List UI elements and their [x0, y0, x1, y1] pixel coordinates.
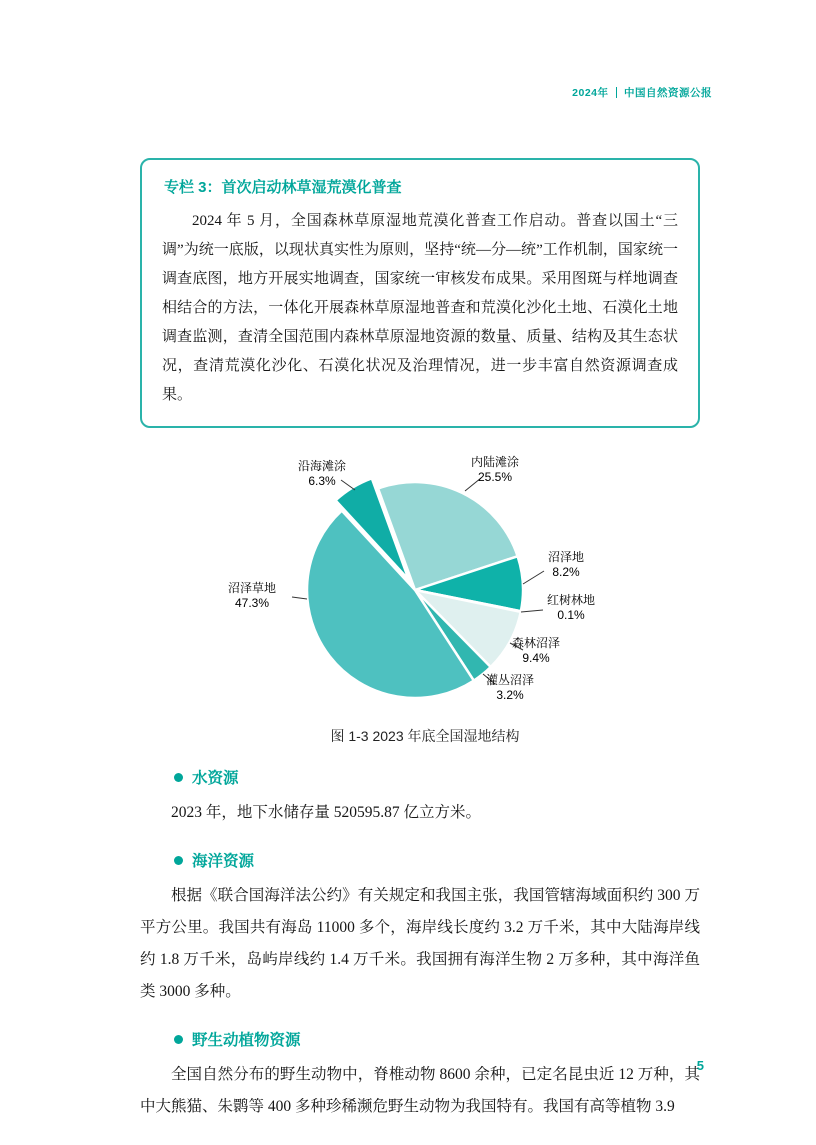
- pie-label-pct: 8.2%: [552, 565, 580, 579]
- report-header: [572, 85, 712, 100]
- pie-label-pct: 25.5%: [477, 470, 513, 484]
- pie-label-forest-swamp: [490, 636, 582, 666]
- wetland-pie-chart: [115, 438, 735, 720]
- section-body-marine: 根据《联合国海洋法公约》有关规定和我国主张，我国管辖海域面积约 300 万平方公里。我国共有海岛 11000 多个，海岸线长度约 3.2 万千米，其中大陆海岸线约 1.8 万千米，岛屿岸线约 1.4 万千米。我国拥有海洋生物 2 万多种，其中海洋鱼类 3000 多种。: [140, 887, 700, 1000]
- pie-label-text: 森林沼泽: [511, 636, 560, 650]
- pie-label-pct: 9.4%: [522, 651, 550, 665]
- report-title: 中国自然资源公报: [624, 87, 712, 99]
- chart-caption: 图 1-3 2023 年底全国湿地结构: [330, 728, 520, 744]
- section-heading-label: 水资源: [192, 770, 239, 787]
- pie-label-text: 内陆滩涂: [470, 455, 519, 469]
- section-heading-wildlife: [174, 1028, 700, 1050]
- pie-label-text: 沿海滩涂: [297, 459, 346, 473]
- pie-svg: [115, 438, 735, 720]
- pie-label-mangrove: [525, 593, 617, 623]
- pie-label-swamp-meadow: [206, 581, 298, 611]
- pie-label-text: 红树林地: [546, 593, 595, 607]
- bullet-icon: [174, 856, 183, 865]
- section-body-water: 2023 年，地下水储存量 520595.87 亿立方米。: [171, 804, 482, 821]
- callout-title: 专栏 3：首次启动林草湿荒漠化普查: [164, 179, 402, 196]
- pie-label-text: 沼泽草地: [227, 581, 276, 595]
- pie-label-inland-mudflat: [449, 455, 541, 485]
- section-body-wildlife: 全国自然分布的野生动物中，脊椎动物 8600 余种，已定名昆虫近 12 万种，其中大熊猫、朱鹮等 400 多种珍稀濒危野生动物为我国特有。我国有高等植物 3.9: [140, 1066, 700, 1115]
- page-content: [140, 158, 700, 1123]
- page-number: 5: [696, 1058, 704, 1073]
- pie-label-coastal-mudflat: [276, 459, 368, 489]
- section-heading-label: 海洋资源: [192, 853, 255, 870]
- header-divider: [616, 87, 618, 98]
- pie-label-pct: 6.3%: [308, 474, 336, 488]
- section-heading-water: [174, 766, 700, 788]
- callout-box: [140, 158, 700, 428]
- bullet-icon: [174, 1035, 183, 1044]
- pie-label-pct: 0.1%: [557, 608, 585, 622]
- pie-label-marshland: [520, 550, 612, 580]
- section-heading-marine: [174, 849, 700, 871]
- section-heading-label: 野生动植物资源: [192, 1032, 301, 1049]
- pie-label-shrub-swamp: [464, 673, 556, 703]
- pie-label-text: 沼泽地: [547, 550, 584, 564]
- pie-label-text: 灌丛沼泽: [485, 673, 534, 687]
- report-year: 2024年: [572, 87, 609, 99]
- callout-body: 2024 年 5 月，全国森林草原湿地荒漠化普查工作启动。普查以国土“三调”为统一底版，以现状真实性为原则，坚持“统—分—统”工作机制，国家统一调查底图，地方开展实地调查，国家统一审核发布成果。采用图斑与样地调查相结合的方法，一体化开展森林草原湿地普查和荒漠化沙化土地、石漠化土地调查监测，查清全国范围内森林草原湿地资源的数量、质量、结构及其生态状况，查清荒漠化沙化、石漠化状况及治理情况，进一步丰富自然资源调查成果。: [162, 213, 678, 403]
- pie-label-pct: 47.3%: [234, 596, 270, 610]
- pie-label-pct: 3.2%: [496, 688, 524, 702]
- bullet-icon: [174, 773, 183, 782]
